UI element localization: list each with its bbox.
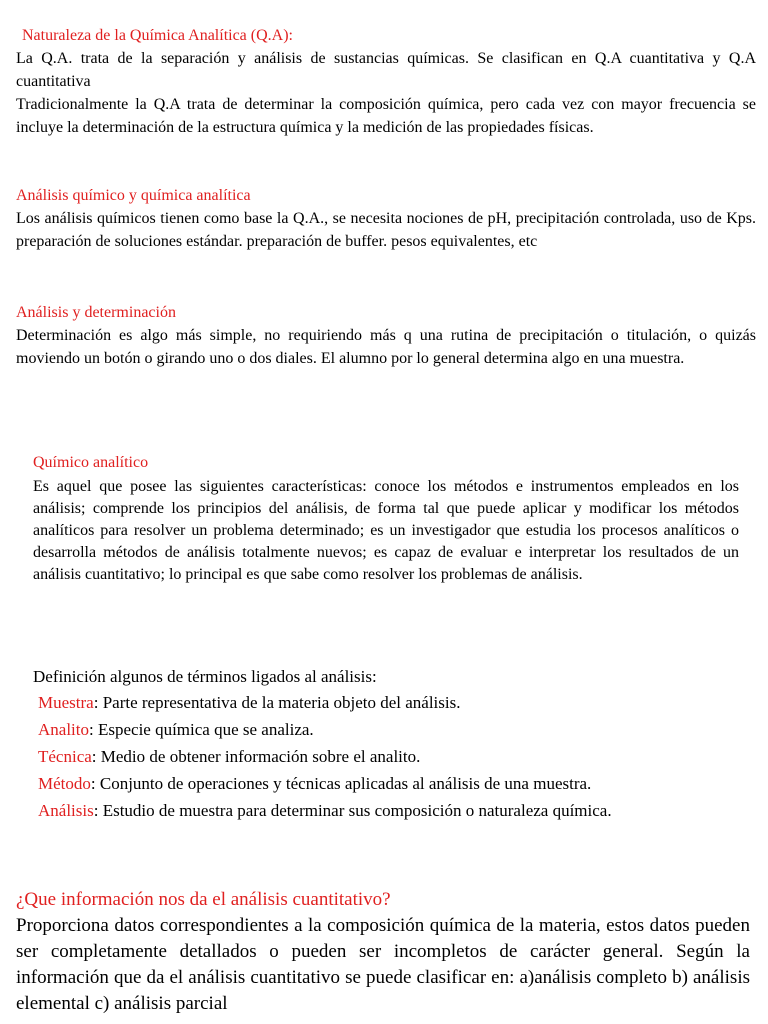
definition-row [38, 797, 753, 824]
section-paragraph: Proporciona datos correspondientes a la composición química de la materia, estos datos pueden ser completamente detallados o pueden ser incompletos de carácter general. Según la información que da el análisis cuantitativo se puede clasificar en: a)análisis completo b) análisis elemental c) análisis parcial [16, 915, 750, 1014]
definition-text: : Medio de obtener información sobre el analito. [91, 747, 421, 766]
section-analisis-quimico [16, 185, 756, 253]
section-heading: Análisis y determinación [16, 304, 176, 321]
definitions-lead: Definición algunos de términos ligados al análisis: [33, 667, 377, 686]
section-naturaleza [16, 25, 756, 139]
section-paragraph: Es aquel que posee las siguientes características: conoce los métodos e instrumentos empleados en los análisis; comprende los principios del análisis, de forma tal que puede aplicar y modificar los métodos analíticos para resolver un problema determinado; es un investigador que estudia los procesos analíticos o desarrolla métodos de análisis totalmente nuevos; es capaz de evaluar e interpretar los resultados de un análisis cuantitativo; lo principal es que sabe como resolver los problemas de análisis. [33, 478, 739, 583]
definition-row [38, 716, 753, 743]
definition-text: : Conjunto de operaciones y técnicas aplicadas al análisis de una muestra. [90, 774, 592, 793]
definition-text: : Especie química que se analiza. [89, 720, 314, 739]
section-heading: Químico analítico [33, 454, 149, 471]
definition-term: Muestra [38, 693, 94, 712]
definition-term: Técnica [38, 747, 92, 766]
section-definiciones [33, 665, 753, 824]
section-paragraph: Tradicionalmente la Q.A trata de determinar la composición química, pero cada vez con mayor frecuencia se incluye la determinación de la estructura química y la medición de las propiedades físicas. [16, 96, 756, 136]
definition-text: : Parte representativa de la materia objeto del análisis. [93, 693, 461, 712]
section-paragraph: Determinación es algo más simple, no requiriendo más q una rutina de precipitación o titulación, o quizás moviendo un botón o girando uno o dos diales. El alumno por lo general determina algo en una muestra. [16, 327, 756, 367]
definition-term: Analito [38, 720, 89, 739]
section-paragraph: La Q.A. trata de la separación y análisis de sustancias químicas. Se clasifican en Q.A cuantitativa y Q.A cuantitativa [16, 50, 756, 90]
section-analisis-determinacion [16, 302, 756, 370]
section-heading: Naturaleza de la Química Analítica (Q.A): [22, 27, 293, 44]
definition-term: Análisis [38, 801, 94, 820]
section-heading: ¿Que información nos da el análisis cuantitativo? [16, 889, 391, 910]
definition-text: : Estudio de muestra para determinar sus composición o naturaleza química. [93, 801, 612, 820]
definition-term: Método [38, 774, 91, 793]
section-heading: Análisis químico y química analítica [16, 187, 251, 204]
definition-row [38, 689, 753, 716]
section-paragraph: Los análisis químicos tienen como base la Q.A., se necesita nociones de pH, precipitación controlada, uso de Kps. preparación de soluciones estándar. preparación de buffer. pesos equivalentes, etc [16, 210, 756, 250]
section-quimico-analitico [33, 452, 739, 586]
definition-row [38, 743, 753, 770]
section-informacion-cuantitativo [16, 887, 750, 1017]
definition-row [38, 770, 753, 797]
